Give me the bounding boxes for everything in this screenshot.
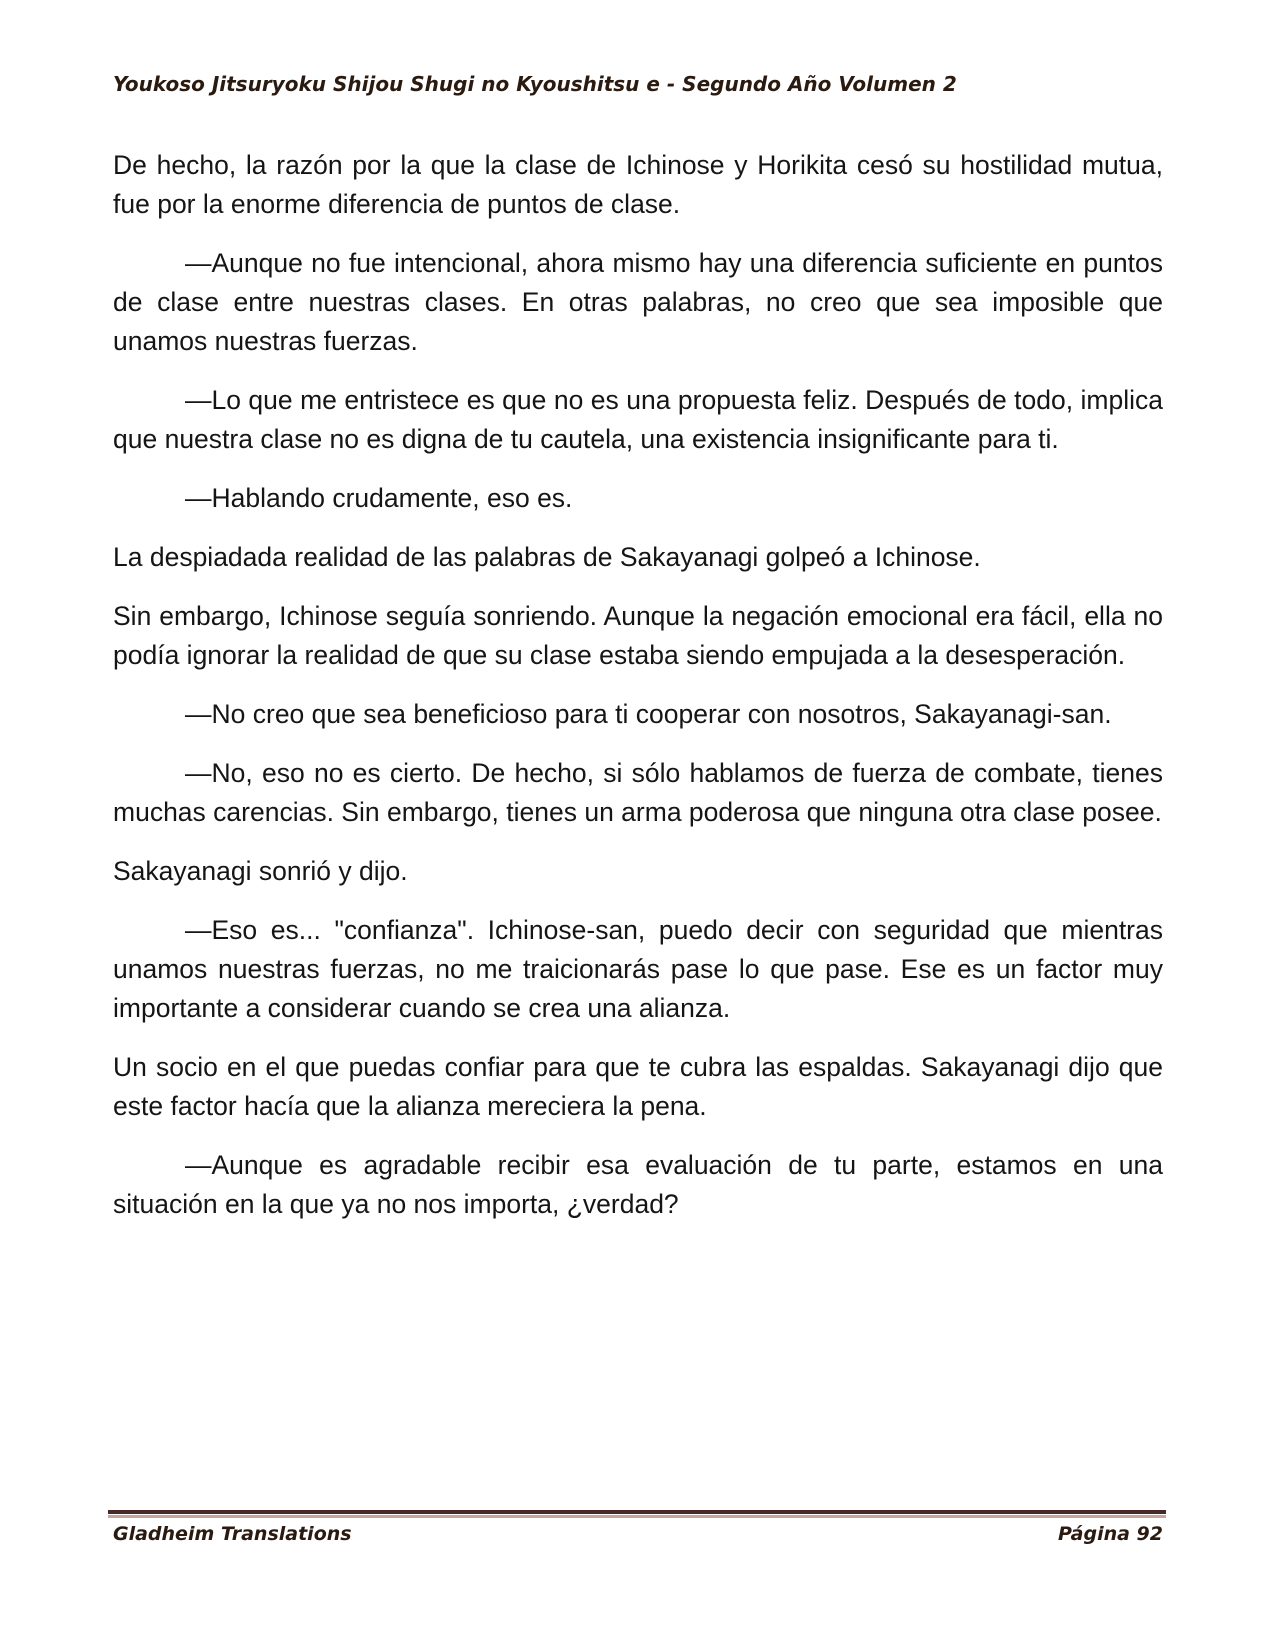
page-body bbox=[113, 146, 1163, 1244]
paragraph: Sin embargo, Ichinose seguía sonriendo. Aunque la negación emocional era fácil, ella no podía ignorar la realidad de que su clase estaba siendo empujada a la desesperación. bbox=[113, 601, 1163, 670]
paragraph: La despiadada realidad de las palabras de Sakayanagi golpeó a Ichinose. bbox=[113, 542, 981, 572]
dialogue-paragraph: —No creo que sea beneficioso para ti cooperar con nosotros, Sakayanagi-san. bbox=[185, 699, 1112, 729]
footer-translator: Gladheim Translations bbox=[113, 1523, 352, 1545]
dialogue-paragraph: —Aunque es agradable recibir esa evaluación de tu parte, estamos en una situación en la que ya no nos importa, ¿verdad? bbox=[113, 1150, 1163, 1219]
dialogue-paragraph: —Lo que me entristece es que no es una propuesta feliz. Después de todo, implica que nuestra clase no es digna de tu cautela, una existencia insignificante para ti. bbox=[113, 385, 1163, 454]
dialogue-paragraph: —Hablando crudamente, eso es. bbox=[185, 483, 573, 513]
paragraph: Sakayanagi sonrió y dijo. bbox=[113, 856, 408, 886]
paragraph: Un socio en el que puedas confiar para que te cubra las espaldas. Sakayanagi dijo que este factor hacía que la alianza mereciera la pena. bbox=[113, 1052, 1163, 1121]
footer-rule bbox=[108, 1510, 1166, 1518]
page-header: Youkoso Jitsuryoku Shijou Shugi no Kyoushitsu e - Segundo Año Volumen 2 bbox=[113, 72, 957, 96]
paragraph: De hecho, la razón por la que la clase de Ichinose y Horikita cesó su hostilidad mutua, fue por la enorme diferencia de puntos de clase. bbox=[113, 150, 1163, 219]
footer-rule-light bbox=[108, 1515, 1166, 1518]
dialogue-paragraph: —Eso es... "confianza". Ichinose-san, puedo decir con seguridad que mientras unamos nuestras fuerzas, no me traicionarás pase lo que pase. Ese es un factor muy importante a considerar cuando se crea una alianza. bbox=[113, 915, 1163, 1023]
dialogue-paragraph: —Aunque no fue intencional, ahora mismo hay una diferencia suficiente en puntos de clase entre nuestras clases. En otras palabras, no creo que sea imposible que unamos nuestras fuerzas. bbox=[113, 248, 1163, 356]
dialogue-paragraph: —No, eso no es cierto. De hecho, si sólo hablamos de fuerza de combate, tienes muchas carencias. Sin embargo, tienes un arma poderosa que ninguna otra clase posee. bbox=[113, 758, 1163, 827]
footer-rule-dark bbox=[108, 1510, 1166, 1514]
page-number: Página 92 bbox=[1057, 1523, 1163, 1545]
